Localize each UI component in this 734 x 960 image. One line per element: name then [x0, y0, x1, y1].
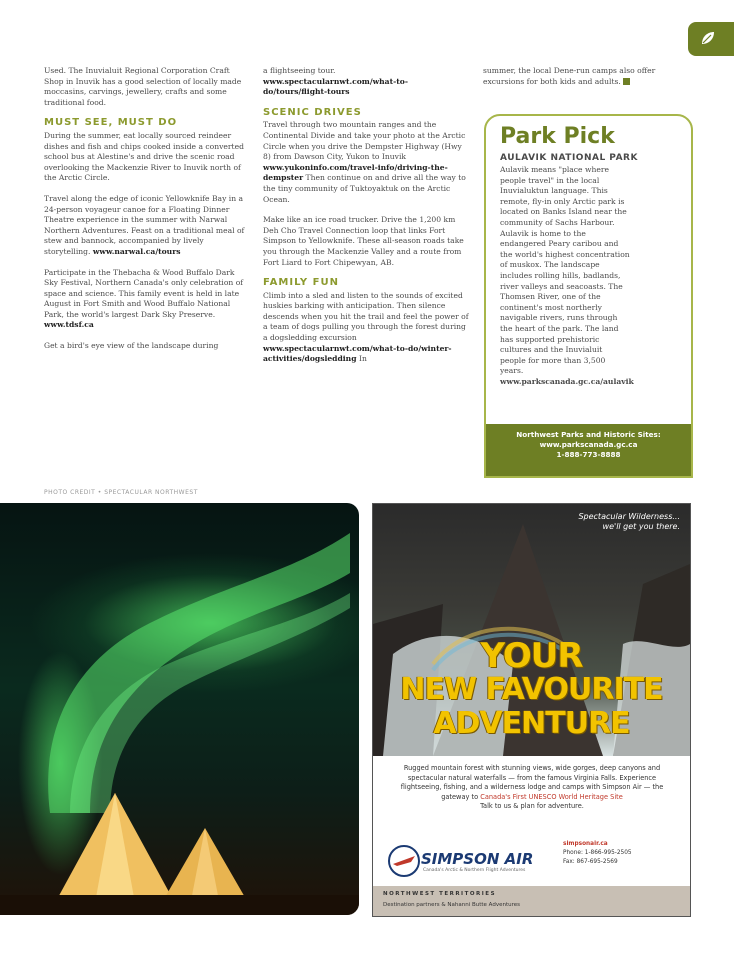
paragraph: a flightseeing tour. www.spectacularnwt.com/what-to-do/tours/flight-tours [263, 66, 408, 97]
sidebar-body: Aulavik means "place where people travel" in the local Inuvialuktun language. This remote, fly-in only Arctic park is located on Banks Island near the community of Sachs Harbour. Aulavik is home to the endangered Peary caribou and the world's highest concentration of muskox. The landscape includes rolling hills, badlands, river valleys and seacoasts. The Thomsen River, one of the continent's most northerly navigable rivers, runs through the heart of the park. The land has supported prehistoric cultures and the Inuvialuit people for more than 3,500 years. www.parkscanada.gc.ca/aulavik [500, 165, 634, 386]
simpson-air-logo: SIMPSON AIR Canada's Arctic & Northern Flight Adventures [387, 840, 557, 880]
link[interactable]: www.parkscanada.gc.ca/aulavik [500, 376, 634, 386]
ad-description: Rugged mountain forest with stunning views, wide gorges, deep canyons and spectacular natural waterfalls — from the famous Virginia Falls. Experience flightseeing, fishing, and a wilderness lodge and camps with Simpson Air — the gateway to Canada's First UNESCO World Heritage Site Talk to us & plan for adventure. [400, 764, 664, 811]
article-column-3 [483, 66, 689, 97]
link[interactable]: www.narwal.ca/tours [92, 246, 181, 256]
paragraph: Climb into a sled and listen to the sounds of excited huskies barking with anticipation. Then silence descends when you hit the trail and feel the power of a team of dogs pulling you through the forest during a dogsledding excursion www.spectacularnwt.com/what-to-do/winter-activities/dogsledding In [263, 290, 469, 364]
link[interactable]: www.spectacularnwt.com/what-to-do/tours/flight-tours [263, 76, 408, 97]
aurora-graphic [30, 513, 350, 813]
ad-headline-1: YOUR [480, 636, 583, 676]
ad-tagline: Spectacular Wilderness... we'll get you there. [578, 512, 680, 531]
sidebar-footer: Northwest Parks and Historic Sites: www.parkscanada.gc.ca 1-888-773-8888 [486, 424, 691, 476]
link[interactable]: www.yukoninfo.com/travel-info/driving-the-dempster [263, 162, 448, 183]
ad-headline-3: ADVENTURE [433, 706, 630, 741]
intro-paragraph: Used. The Inuvialuit Regional Corporation Craft Shop in Inuvik has a good selection of locally made moccasins, carvings, jewellery, crafts and some traditional food. [44, 66, 242, 107]
photo-caption: PHOTO CREDIT • SPECTACULAR NORTHWEST [44, 489, 198, 496]
link[interactable]: www.parkscanada.gc.ca [539, 440, 638, 449]
paragraph: Make like an ice road trucker. Drive the 1,200 km Deh Cho Travel Connection loop that links Fort Simpson to Yellowknife. These all-season roads take you through the Mackenzie Valley and a route from Fort Liard to Fort Chipewyan, AB. [263, 215, 464, 267]
end-mark-icon [623, 78, 630, 85]
ad-website[interactable]: simpsonair.ca [563, 841, 608, 847]
ad-contact: simpsonair.ca Phone: 1-866-995-2505 Fax: 867-695-2569 [563, 840, 678, 867]
leaf-icon [700, 30, 716, 46]
link[interactable]: www.spectacularnwt.com/what-to-do/winter-activities/dogsledding [263, 343, 452, 364]
paragraph: summer, the local Dene-run camps also offer excursions for both kids and adults. [483, 66, 656, 86]
simpson-air-ad[interactable] [372, 503, 691, 917]
paragraph: During the summer, eat locally sourced reindeer dishes and fish and chips cooked inside a converted school bus at Alestine's and drive the scenic road overlooking the Mackenzie River to Inuvik north of the Arctic Circle. [44, 130, 244, 183]
must-see-heading: MUST SEE, MUST DO [44, 117, 178, 129]
family-fun-heading: FAMILY FUN [263, 277, 339, 289]
ad-footer-bar: NORTHWEST TERRITORIES Destination partners & Nahanni Butte Adventures [373, 886, 690, 916]
sidebar-subtitle: AULAVIK NATIONAL PARK [500, 153, 638, 163]
section-tab [688, 22, 734, 56]
sidebar-title: Park Pick [500, 124, 615, 149]
paragraph: Travel through two mountain ranges and the Continental Divide and take your photo at the Arctic Circle when you drive the Dempster Highway (Hwy 8) from Dawson City, Yukon to Inuvik www.yukoninfo.com/travel-info/driving-the-dempster Then continue on and drive all the way to the tiny community of Tuktoyaktuk on the Arctic Ocean. [263, 120, 466, 204]
paragraph: Participate in the Thebacha & Wood Buffalo Dark Sky Festival, Northern Canada's only celebration of space and science. This family event is held in late August in Fort Smith and Wood Buffalo National Park, the world's largest Dark Sky Preserve. www.tdsf.ca [44, 267, 244, 330]
article-column-2 [263, 66, 469, 375]
article-column-1 [44, 66, 250, 362]
link[interactable]: www.tdsf.ca [44, 320, 94, 330]
ground [0, 895, 359, 915]
waterfall-photo [373, 504, 690, 756]
scenic-drives-heading: SCENIC DRIVES [263, 106, 362, 118]
aurora-photo [0, 503, 359, 915]
paragraph: Travel along the edge of iconic Yellowknife Bay in a 24-person voyageur canoe for a Floating Dinner Theatre experience in the summer with Narwal Northern Adventures. Feast on a traditional meal of stew and bannock, accompanied by lively storytelling. www.narwal.ca/tours [44, 193, 245, 256]
plane-icon [387, 844, 421, 878]
park-pick-sidebar [484, 114, 693, 478]
ad-headline-2: NEW FAVOURITE [400, 672, 663, 707]
paragraph: Get a bird's eye view of the landscape during [44, 341, 219, 351]
